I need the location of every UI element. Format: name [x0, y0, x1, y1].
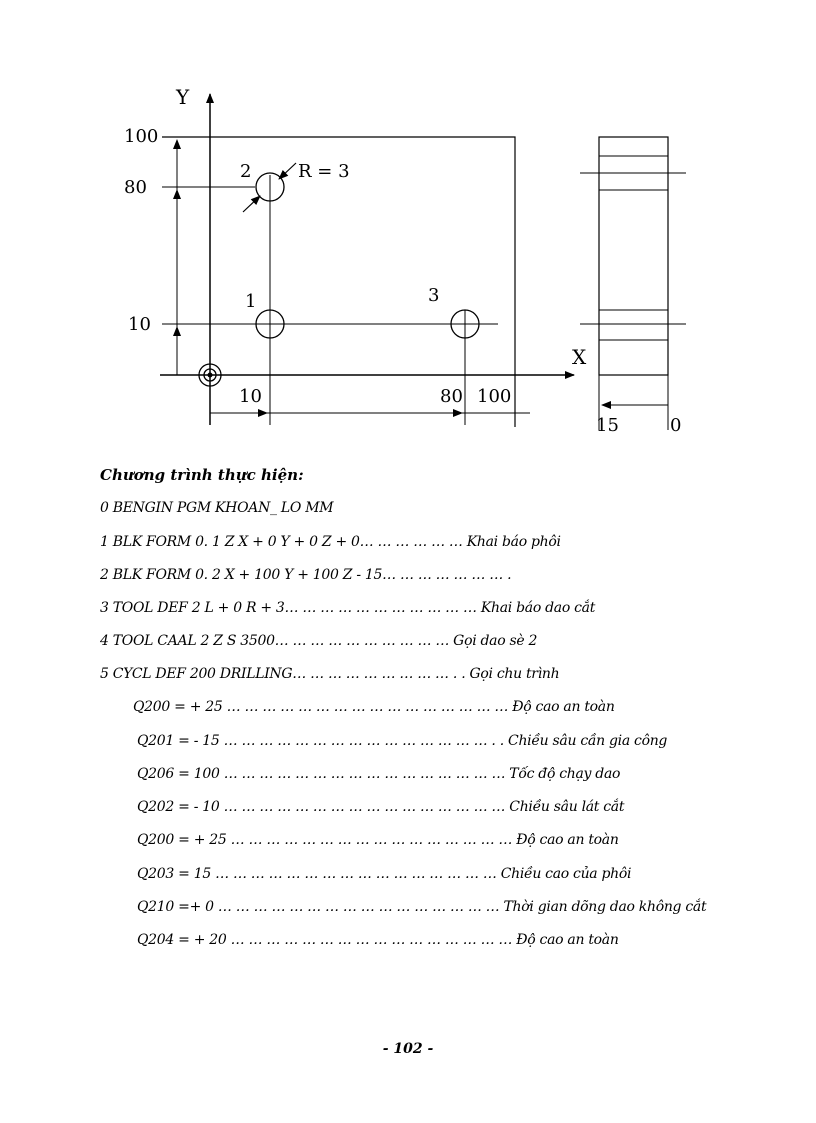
program-line: Q200 = + 25 … … … … … … … … … … … … … … … … Độ cao an toàn: [133, 699, 615, 715]
program-line: Q200 = + 25 … … … … … … … … … … … … … … … … Độ cao an toàn: [137, 832, 619, 848]
program-line: Q204 = + 20 … … … … … … … … … … … … … … … … Độ cao an toàn: [137, 932, 619, 948]
page-number: - 102 -: [382, 1041, 434, 1057]
program-line: Q202 = - 10 … … … … … … … … … … … … … … … … Chiều sâu lát cắt: [137, 799, 625, 815]
y-tick-80: 80: [124, 177, 147, 198]
hole-label-1: 1: [245, 291, 257, 312]
y-tick-100: 100: [124, 126, 159, 147]
program-line: 2 BLK FORM 0. 2 X + 100 Y + 100 Z - 15… … … … … … … .: [100, 567, 512, 583]
hole-label-2: 2: [240, 161, 252, 182]
program-line: 1 BLK FORM 0. 1 Z X + 0 Y + 0 Z + 0… … … … … … Khai báo phôi: [100, 534, 561, 550]
program-line: 5 CYCL DEF 200 DRILLING… … … … … … … … … . . Gọi chu trình: [100, 666, 560, 682]
radius-label: R = 3: [298, 161, 350, 182]
x-tick-100: 100: [477, 386, 512, 407]
program-line: 0 BENGIN PGM KHOAN_ LO MM: [100, 500, 334, 516]
program-line: Q203 = 15 … … … … … … … … … … … … … … … … Chiều cao của phôi: [137, 866, 632, 882]
side-tick-15: 15: [596, 415, 619, 436]
program-heading: Chương trình thực hiện:: [100, 466, 304, 484]
program-line: Q206 = 100 … … … … … … … … … … … … … … … … Tốc độ chạy dao: [137, 766, 621, 782]
technical-drawing: [0, 0, 816, 450]
x-tick-80: 80: [440, 386, 463, 407]
axis-x-label: X: [572, 345, 587, 369]
side-view: [580, 137, 686, 430]
radius-leader: [279, 163, 296, 179]
program-line: Q210 =+ 0 … … … … … … … … … … … … … … … … Thời gian dõng dao không cắt: [137, 899, 707, 915]
hole-label-3: 3: [428, 285, 440, 306]
y-tick-10: 10: [128, 314, 151, 335]
program-line: 4 TOOL CAAL 2 Z S 3500… … … … … … … … … … Gọi dao sè 2: [100, 633, 538, 649]
side-tick-0: 0: [670, 415, 682, 436]
program-line: 3 TOOL DEF 2 L + 0 R + 3… … … … … … … … … … … Khai báo dao cắt: [100, 600, 596, 616]
x-tick-10: 10: [239, 386, 262, 407]
axis-y-label: Y: [176, 85, 190, 109]
program-line: Q201 = - 15 … … … … … … … … … … … … … … … . . Chiều sâu cần gia công: [137, 733, 668, 749]
